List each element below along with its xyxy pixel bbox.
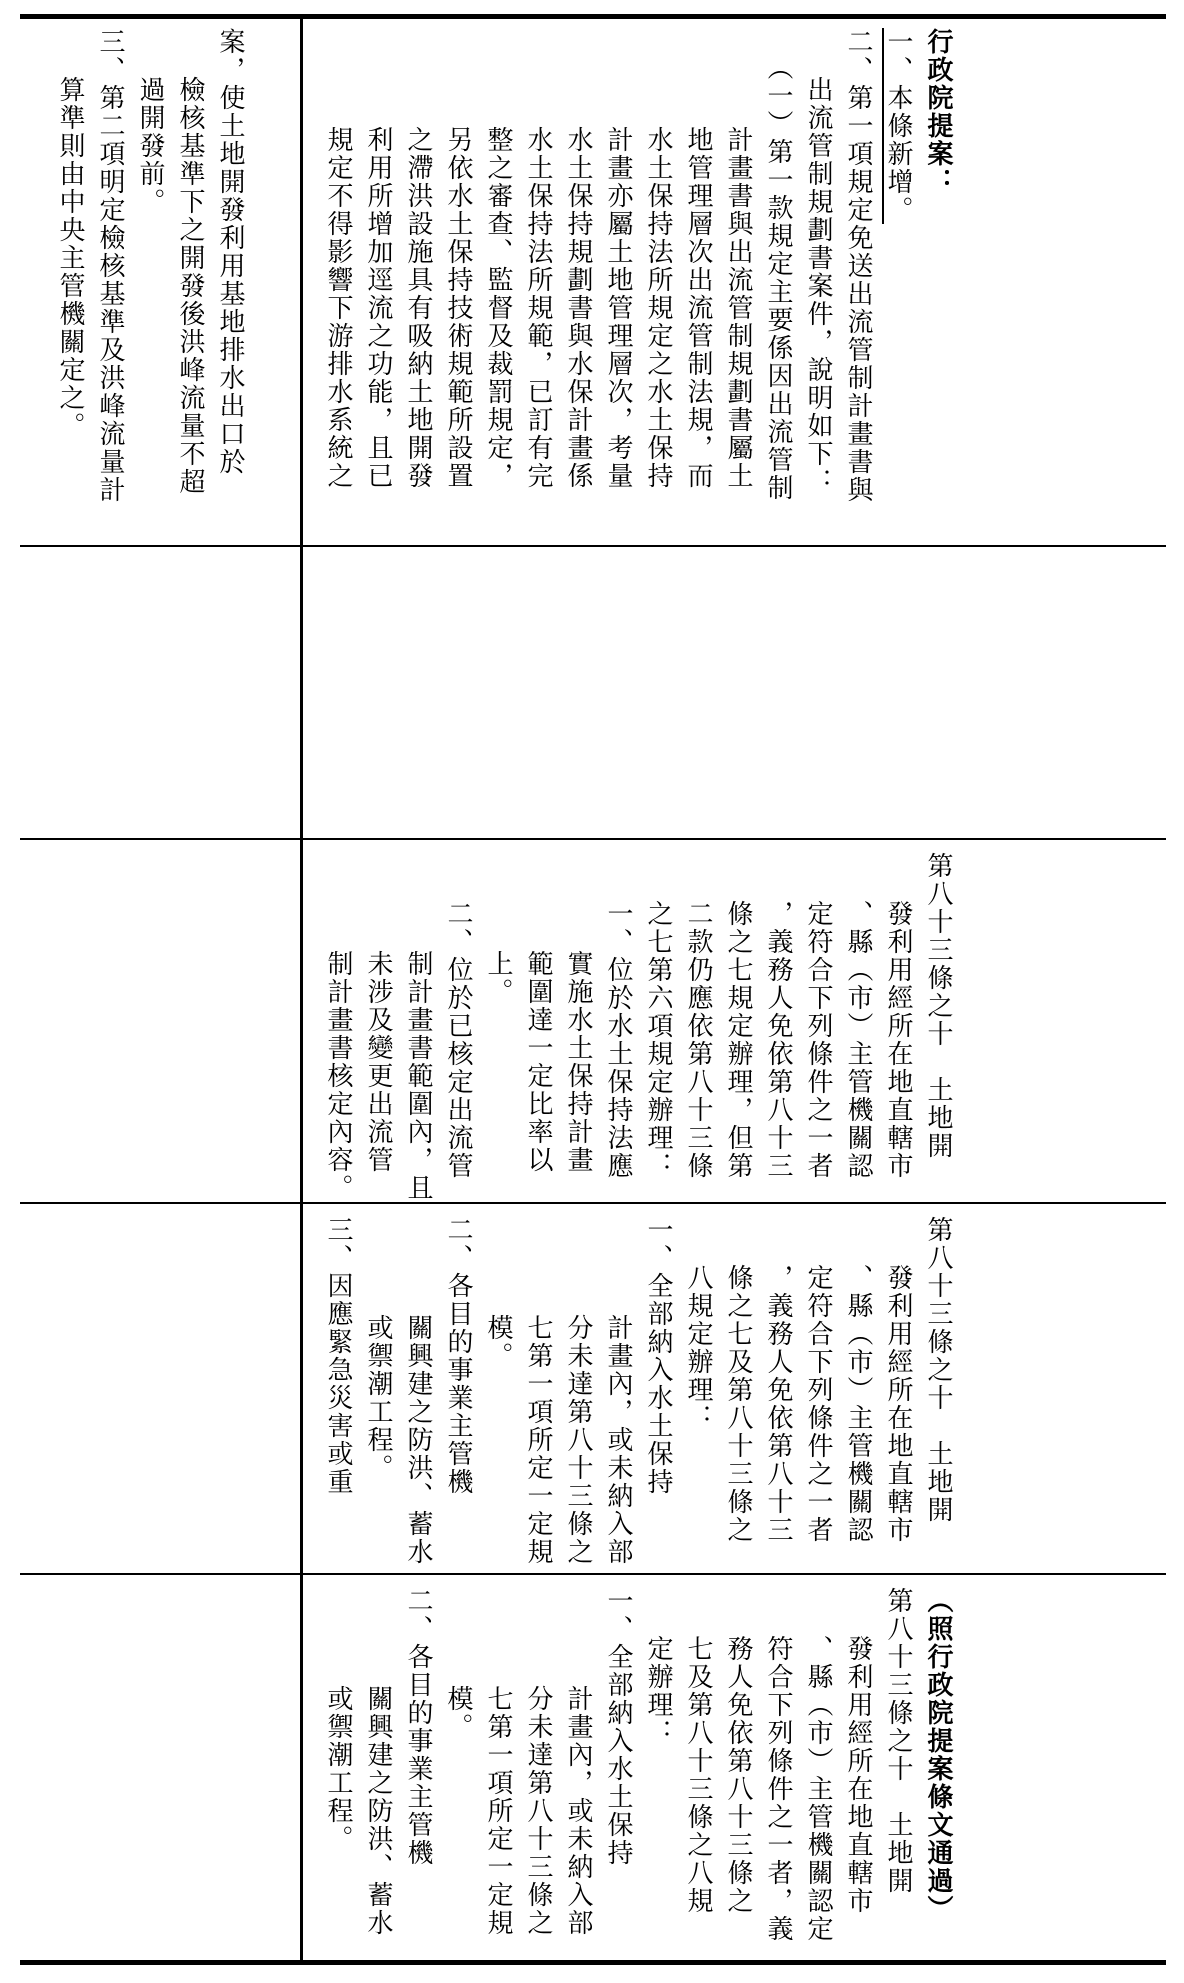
text-line: 實施水土保持計畫 [563, 950, 593, 1174]
text-line: 利用所增加逕流之功能，且已 [363, 126, 393, 490]
text-line: 未涉及變更出流管 [363, 950, 393, 1174]
text-line: 水土保持規劃書與水保計畫係 [563, 126, 593, 490]
text-line: 一、本條新增。 [883, 28, 913, 224]
empty-cell-right [303, 547, 1166, 838]
section-heading: 行政院提案： [923, 28, 953, 196]
text-line: 模。 [483, 1314, 513, 1370]
article-text-cell-a [318, 852, 1168, 1202]
text-line: 一、全部納入水土保持 [643, 1216, 673, 1496]
text-line: 或禦潮工程。 [323, 1685, 353, 1853]
text-line: 符合下列條件之一者，義 [763, 1635, 793, 1943]
text-line: 八規定辦理： [683, 1264, 713, 1432]
text-line: 整之審查、監督及裁罰規定， [483, 126, 513, 490]
text-line: 定符合下列條件之一者 [803, 900, 833, 1180]
text-line: 上。 [483, 950, 513, 1006]
text-line: 範圍達一定比率以 [523, 950, 553, 1174]
text-line: 之七第六項規定辦理： [643, 900, 673, 1180]
text-line: （一）第一款規定主要係因出流管制 [763, 54, 793, 502]
text-line: 另依水土保持技術規範所設置 [443, 126, 473, 490]
text-line: 發利用經所在地直轄市 [843, 1635, 873, 1915]
text-line: 、縣（市）主管機關認 [843, 900, 873, 1180]
text-line: 檢核基準下之開發後洪峰流量不超 [175, 76, 205, 496]
text-line: 三、第二項明定檢核基準及洪峰流量計 [95, 28, 125, 504]
text-line: 水土保持法所規定之水土保持 [643, 126, 673, 490]
text-line: 二、各目的事業主管機 [443, 1216, 473, 1496]
text-line: 算準則由中央主管機關定之。 [55, 76, 85, 440]
text-line: 第八十三條之十 土地開 [923, 852, 953, 1160]
article-text-c [318, 1587, 958, 1957]
text-line: 過開發前。 [135, 76, 165, 216]
explanation-text-left [50, 28, 250, 538]
text-line: 水土保持法所規範，已訂有完 [523, 126, 553, 490]
text-line: 計畫亦屬土地管理層次，考量 [603, 126, 633, 490]
text-line: 二、位於已核定出流管 [443, 900, 473, 1180]
top-border-rule [20, 14, 1166, 19]
bottom-border-rule [20, 1960, 1166, 1965]
text-line: 一、位於水土保持法應 [603, 900, 633, 1180]
text-line: 制計畫書範圍內，且 [403, 950, 433, 1202]
top-left-explanation-cell [50, 28, 300, 538]
text-line: 二、各目的事業主管機 [403, 1587, 433, 1867]
article-text-a [318, 852, 958, 1202]
text-line: 規定不得影響下游排水系統之 [323, 126, 353, 490]
text-line: 、縣（市）主管機關認定 [803, 1635, 833, 1943]
text-line: 務人免依第八十三條之 [723, 1635, 753, 1915]
text-line: 計畫內，或未納入部 [603, 1314, 633, 1566]
text-line: 條之七規定辦理，但第 [723, 900, 753, 1180]
text-line: 關興建之防洪、蓄水 [363, 1685, 393, 1937]
text-line: 、縣（市）主管機關認 [843, 1264, 873, 1544]
column-divider [300, 14, 303, 1965]
text-line: 七及第八十三條之八規 [683, 1635, 713, 1915]
text-line: 關興建之防洪、蓄水 [403, 1314, 433, 1566]
text-line: 之滯洪設施具有吸納土地開發 [403, 126, 433, 490]
text-line: 二款仍應依第八十三條 [683, 900, 713, 1180]
article-text-b [318, 1216, 958, 1571]
top-right-explanation-cell [318, 28, 1168, 538]
text-line: 七第一項所定一定規 [483, 1685, 513, 1937]
text-line: 出流管制規劃書案件，說明如下： [803, 76, 833, 496]
text-line: 計畫內，或未納入部 [563, 1685, 593, 1937]
text-line: 一、全部納入水土保持 [603, 1587, 633, 1867]
text-line: 三、因應緊急災害或重 [323, 1216, 353, 1496]
row-divider-4 [20, 1573, 1166, 1575]
text-line: 定辦理： [643, 1635, 673, 1747]
text-line: 分未達第八十三條之 [523, 1685, 553, 1937]
text-line: 案，使土地開發利用基地排水出口於 [215, 28, 245, 476]
text-line: 定符合下列條件之一者 [803, 1264, 833, 1544]
text-line: 制計畫書核定內容。 [323, 950, 353, 1202]
text-line: 地管理層次出流管制法規，而 [683, 126, 713, 490]
text-line: ，義務人免依第八十三 [763, 900, 793, 1180]
text-line: 或禦潮工程。 [363, 1314, 393, 1482]
text-line: 分未達第八十三條之 [563, 1314, 593, 1566]
article-text-cell-b [318, 1216, 1168, 1571]
text-line: 模。 [443, 1685, 473, 1741]
article-text-cell-c [318, 1587, 1168, 1957]
text-line: 七第一項所定一定規 [523, 1314, 553, 1566]
review-result-heading: （照行政院提案條文通過） [923, 1587, 953, 1923]
text-line: 計畫書與出流管制規劃書屬土 [723, 126, 753, 490]
row-divider-3 [20, 1202, 1166, 1204]
row-divider-2 [20, 838, 1166, 840]
text-line: 二、第一項規定免送出流管制計畫書與 [843, 28, 873, 504]
text-line: 第八十三條之十 土地開 [883, 1587, 913, 1895]
text-line: 發利用經所在地直轄市 [883, 900, 913, 1180]
explanation-text-right [318, 28, 958, 538]
empty-cell-left [20, 547, 300, 838]
text-line: ，義務人免依第八十三 [763, 1264, 793, 1544]
text-line: 條之七及第八十三條之 [723, 1264, 753, 1544]
text-line: 第八十三條之十 土地開 [923, 1216, 953, 1524]
text-line: 發利用經所在地直轄市 [883, 1264, 913, 1544]
